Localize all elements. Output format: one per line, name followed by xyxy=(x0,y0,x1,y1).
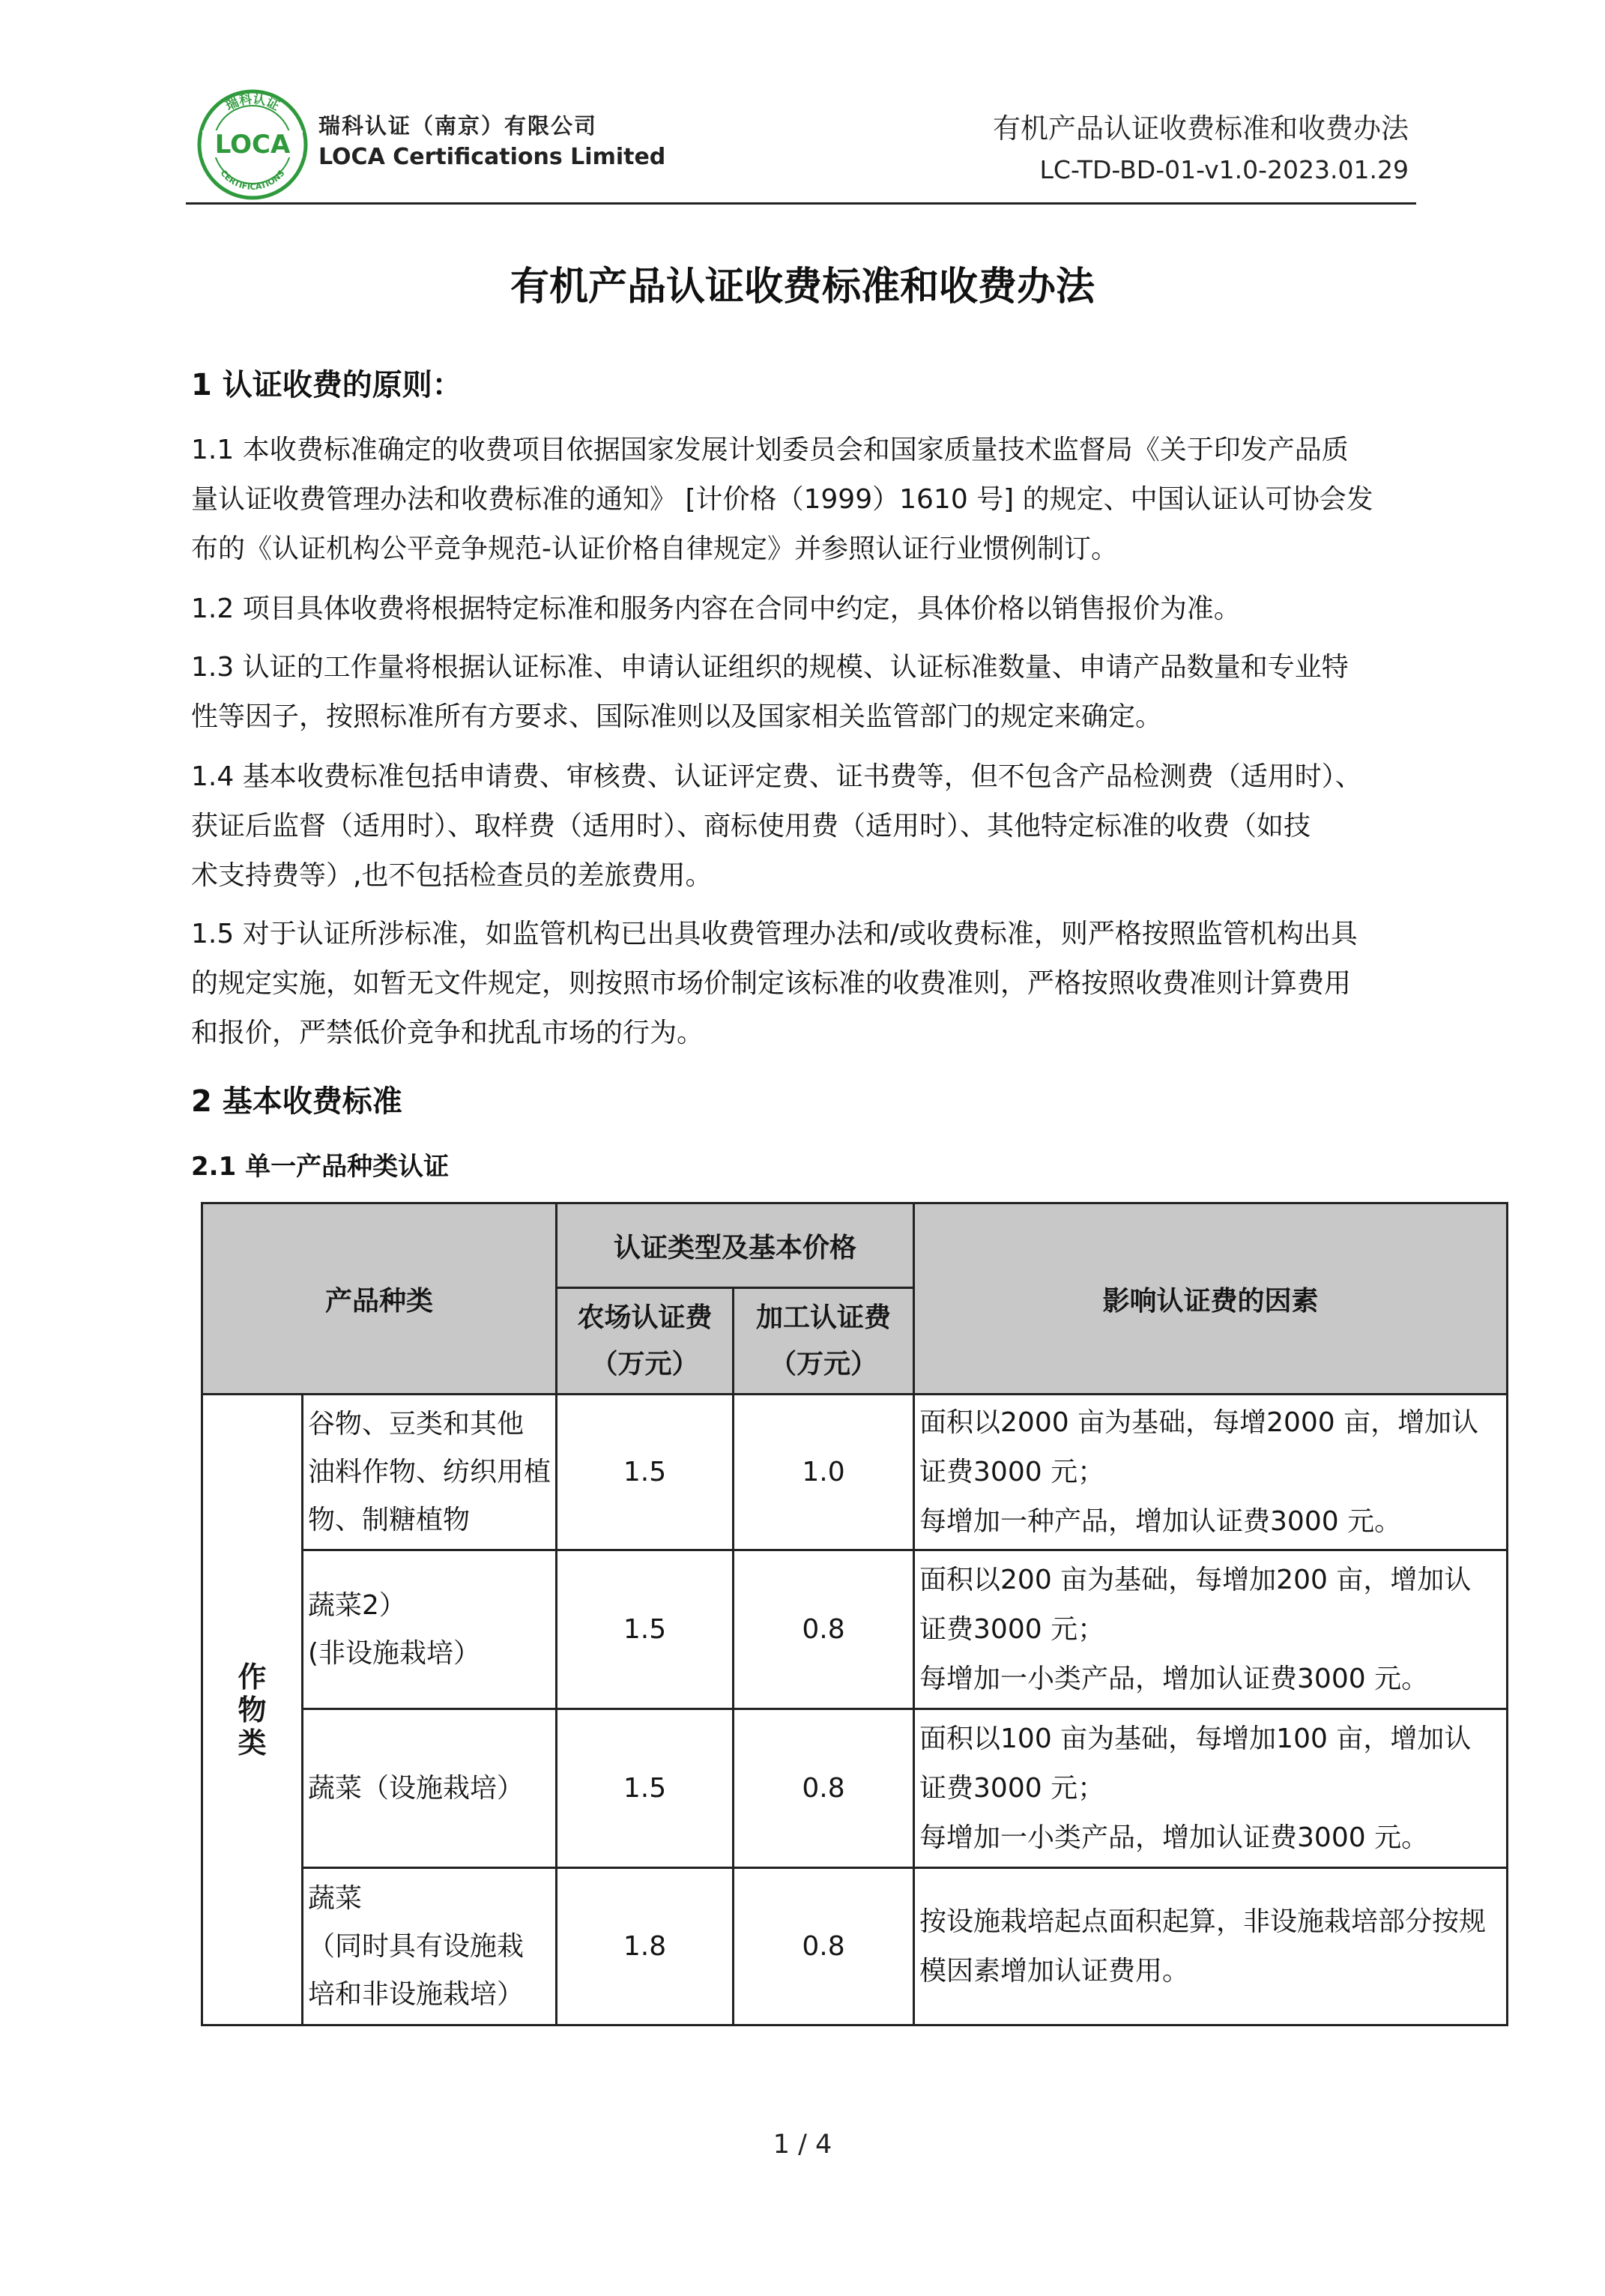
table-row xyxy=(202,1395,1508,1550)
farm-fee-value: 1.8 xyxy=(557,1868,734,2025)
loca-logo-icon xyxy=(196,88,309,201)
farm-fee-value: 1.5 xyxy=(557,1395,734,1550)
header-divider xyxy=(186,202,1416,205)
table-row xyxy=(202,1868,1508,2025)
section2-1-heading: 2.1 单一产品种类认证 xyxy=(191,1152,450,1182)
farm-fee-value: 1.5 xyxy=(557,1550,734,1709)
header-farm-fee: 农场认证费 （万元） xyxy=(557,1288,734,1395)
logo-ring-bottom: CERTIFICATIONS xyxy=(218,168,287,193)
header-factors: 影响认证费的因素 xyxy=(914,1203,1508,1395)
page-number: 1 / 4 xyxy=(773,2130,832,2160)
company-name-cn: 瑞科认证（南京）有限公司 xyxy=(318,113,598,139)
category-label: 作物类 xyxy=(238,1660,267,1759)
farm-fee-value: 1.5 xyxy=(557,1709,734,1868)
process-fee-value: 0.8 xyxy=(734,1550,914,1709)
factors-text: 面积以100 亩为基础，每增加100 亩，增加认 证费3000 元； 每增加一小类产品，增加认证费3000 元。 xyxy=(914,1709,1508,1868)
company-block xyxy=(318,112,665,172)
svg-text:CERTIFICATIONS xyxy=(218,168,286,192)
header-process-fee: 加工认证费 （万元） xyxy=(734,1288,914,1395)
factors-text: 面积以200 亩为基础，每增加200 亩，增加认 证费3000 元； 每增加一小类产品，增加认证费3000 元。 xyxy=(914,1550,1508,1709)
header-cert-type: 认证类型及基本价格 xyxy=(557,1203,914,1288)
header-meta xyxy=(993,111,1409,187)
paragraph-1-5: 1.5 对于认证所涉标准，如监管机构已出具收费管理办法和/或收费标准，则严格按照监管机构出具 的规定实施，如暂无文件规定，则按照市场价制定该标准的收费准则，严格按照收费准则计算费用 和报价，严禁低价竞争和扰乱市场的行为。 xyxy=(191,919,1358,1048)
product-name: 蔬菜2） (非设施栽培） xyxy=(303,1550,557,1709)
paragraph-1-2: 1.2 项目具体收费将根据特定标准和服务内容在合同中约定，具体价格以销售报价为准。 xyxy=(191,593,1241,624)
table-row xyxy=(202,1550,1508,1709)
paragraph-1-4: 1.4 基本收费标准包括申请费、审核费、认证评定费、证书费等，但不包含产品检测费（适用时）、 获证后监督（适用时）、取样费（适用时）、商标使用费（适用时）、其他特定标准的收费（如技 术支持费等）,也不包括检查员的差旅费用。 xyxy=(191,761,1362,891)
header-product-category: 产品种类 xyxy=(202,1203,557,1395)
logo-text: LOCA xyxy=(214,130,291,160)
table-row xyxy=(202,1709,1508,1868)
header-doc-code: LC-TD-BD-01-v1.0-2023.01.29 xyxy=(1039,155,1409,184)
paragraph-1-3: 1.3 认证的工作量将根据认证标准、申请认证组织的规模、认证标准数量、申请产品数量和专业特 性等因子，按照标准所有方要求、国际准则以及国家相关监管部门的规定来确定。 xyxy=(191,652,1349,732)
logo-ring-top: 瑞科认证 xyxy=(223,91,282,115)
process-fee-value: 0.8 xyxy=(734,1868,914,2025)
section1-heading: 1 认证收费的原则： xyxy=(191,368,462,402)
paragraph-1-1: 1.1 本收费标准确定的收费项目依据国家发展计划委员会和国家质量技术监督局《关于印发产品质 量认证收费管理办法和收费标准的通知》 [计价格（1999）1610 号] 的规定、中国认证认可协会发 布的《认证机构公平竞争规范-认证价格自律规定》并参照认证行业惯例制订。 xyxy=(191,435,1373,564)
product-name: 谷物、豆类和其他 油料作物、纺织用植 物、制糖植物 xyxy=(303,1395,557,1550)
header-doc-title: 有机产品认证收费标准和收费办法 xyxy=(993,112,1409,145)
fee-table xyxy=(201,1202,1508,2026)
product-name: 蔬菜（设施栽培） xyxy=(303,1709,557,1868)
company-name-en: LOCA Certifications Limited xyxy=(318,144,666,170)
category-cell xyxy=(202,1395,303,2025)
section2-heading: 2 基本收费标准 xyxy=(191,1084,402,1119)
factors-text: 按设施栽培起点面积起算，非设施栽培部分按规 模因素增加认证费用。 xyxy=(914,1868,1508,2025)
product-name: 蔬菜 （同时具有设施栽 培和非设施栽培） xyxy=(303,1868,557,2025)
process-fee-value: 0.8 xyxy=(734,1709,914,1868)
process-fee-value: 1.0 xyxy=(734,1395,914,1550)
factors-text: 面积以2000 亩为基础，每增2000 亩，增加认 证费3000 元； 每增加一种产品，增加认证费3000 元。 xyxy=(914,1395,1508,1550)
page-title: 有机产品认证收费标准和收费办法 xyxy=(510,265,1095,309)
